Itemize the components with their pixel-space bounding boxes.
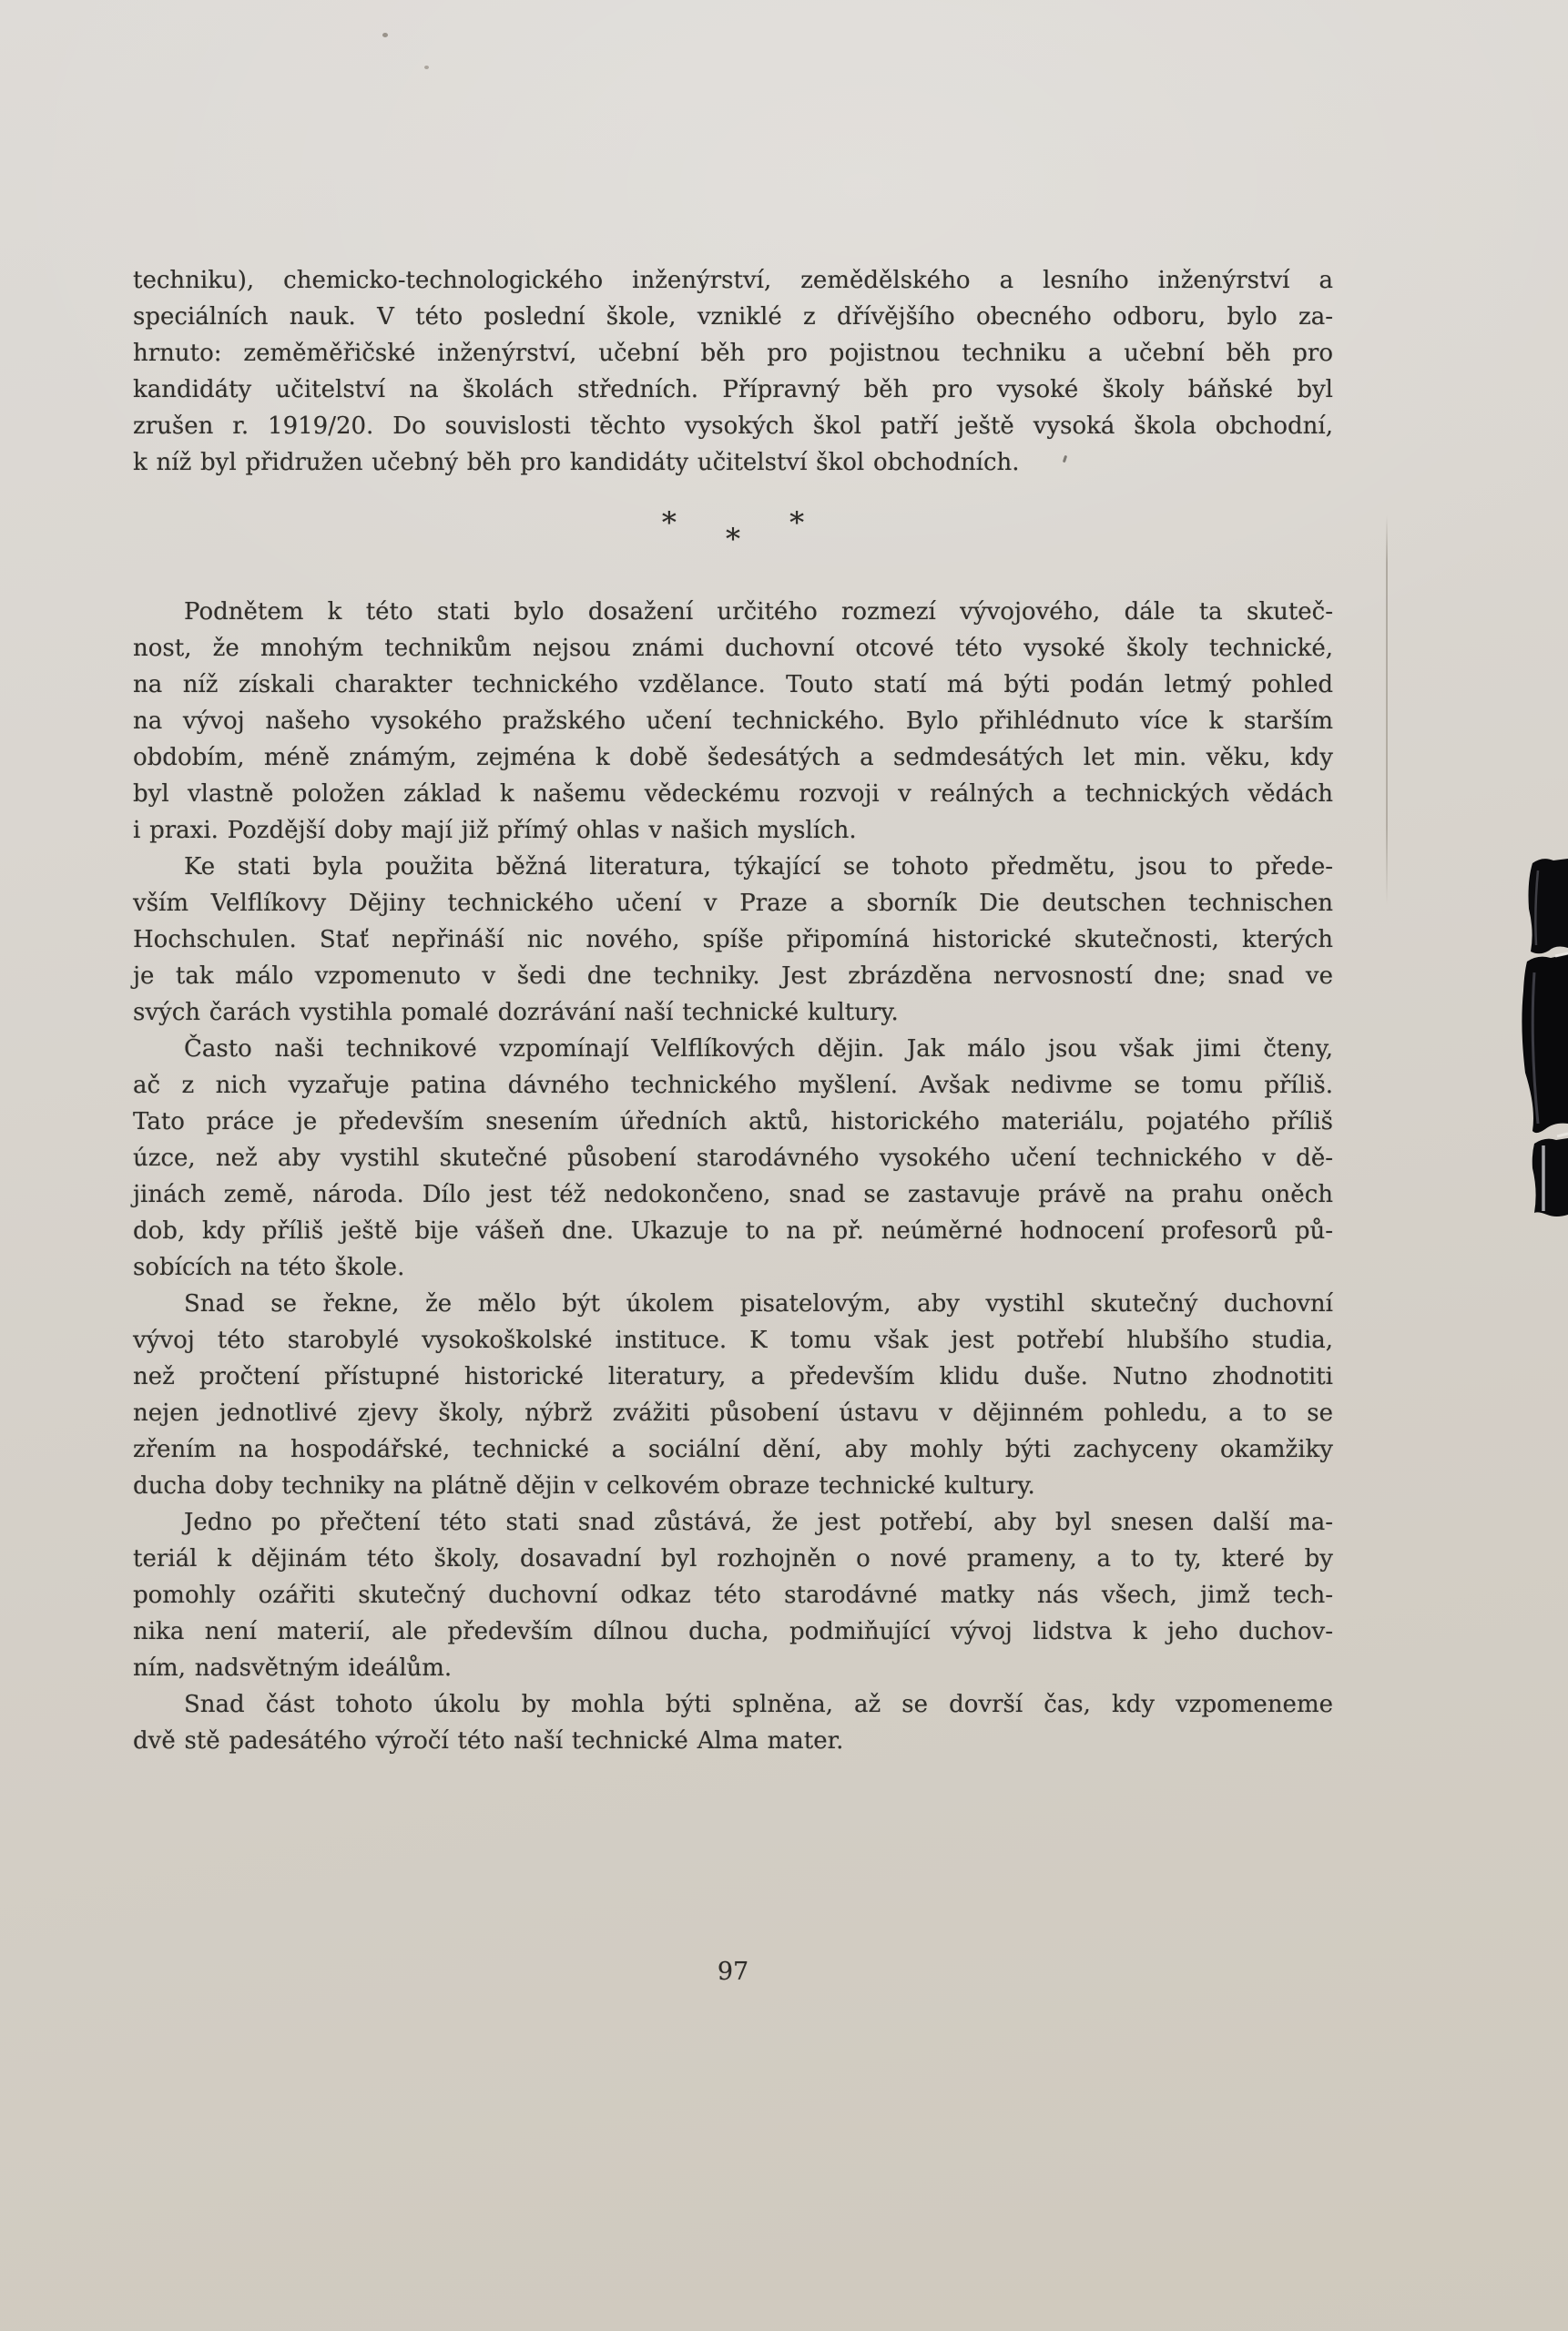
text-line: hrnuto: zeměměřičské inženýrství, učební běh pro pojistnou techniku a učební běh pro <box>133 340 1333 367</box>
text-line: k níž byl přidružen učebný běh pro kandidáty učitelství škol obchodních. <box>133 449 1020 476</box>
text-line: dvě stě padesátého výročí této naší technické Alma mater. <box>133 1727 844 1755</box>
text-line: obdobím, méně známým, zejména k době šedesátých a sedmdesátých let min. věku, kdy <box>133 744 1333 771</box>
text-line: ač z nich vyzařuje patina dávného technického myšlení. Avšak nedivme se tomu příliš. <box>133 1072 1333 1099</box>
paper-speck <box>424 66 429 69</box>
text-line: pomohly ozářiti skutečný duchovní odkaz této starodávné matky nás všech, jimž tech- <box>133 1582 1333 1609</box>
section-separator <box>133 481 1333 594</box>
text-line: Ke stati byla použita běžná literatura, týkající se tohoto předmětu, jsou to přede- <box>184 853 1333 880</box>
text-line: ducha doby techniky na plátně dějin v celkovém obraze technické kultury. <box>133 1472 1035 1500</box>
page-number: 97 <box>717 1958 749 1986</box>
binder-clip <box>1515 854 1568 1218</box>
text-line: vývoj této starobylé vysokoškolské instituce. K tomu však jest potřebí hlubšího studia, <box>133 1327 1333 1354</box>
text-line: techniku), chemicko-technologického inženýrství, zemědělského a lesního inženýrství a <box>133 267 1333 294</box>
text-line: teriál k dějinám této školy, dosavadní byl rozhojněn o nové prameny, a to ty, které by <box>133 1545 1333 1573</box>
asterisk: * <box>661 505 677 540</box>
text-line: svých čarách vystihla pomalé dozrávání naší technické kultury. <box>133 999 899 1026</box>
text-line: než pročtení přístupné historické literatury, a především klidu duše. Nutno zhodnotiti <box>133 1363 1333 1390</box>
text-line: na vývoj našeho vysokého pražského učení technického. Bylo přihlédnuto více k starším <box>133 707 1333 735</box>
text-line: zrušen r. 1919/20. Do souvislosti těchto vysokých škol patří ještě vysoká škola obchodní, <box>133 412 1333 440</box>
text-line: byl vlastně položen základ k našemu vědeckému rozvoji v reálných a technických vědách <box>133 780 1333 808</box>
paragraph <box>133 849 1333 1031</box>
asterisk: * <box>726 522 740 556</box>
text-line: dob, kdy příliš ještě bije vášeň dne. Ukazuje to na př. neúměrné hodnocení profesorů pů- <box>133 1217 1333 1245</box>
paper-speck <box>382 33 388 37</box>
text-line: na níž získali charakter technického vzdělance. Touto statí má býti podán letmý pohled <box>133 671 1333 698</box>
text-line: ním, nadsvětným ideálům. <box>133 1654 453 1682</box>
text-line: sobících na této škole. <box>133 1254 405 1281</box>
text-line: Jedno po přečtení této stati snad zůstává, že jest potřebí, aby byl snesen další ma- <box>184 1509 1333 1536</box>
paragraph <box>133 594 1333 849</box>
text-line: zřením na hospodářské, technické a sociální dění, aby mohly býti zachyceny okamžiky <box>133 1436 1333 1463</box>
text-line: nost, že mnohým technikům nejsou známi duchovní otcové této vysoké školy technické, <box>133 635 1333 662</box>
text-line: i praxi. Pozdější doby mají již přímý ohlas v našich myslích. <box>133 817 857 844</box>
text-line: je tak málo vzpomenuto v šedi dne techniky. Jest zbrázděna nervosností dne; snad ve <box>133 962 1333 990</box>
text-line: úzce, než aby vystihl skutečné působení starodávného vysokého učení technického v dě- <box>133 1145 1333 1172</box>
paragraph <box>133 1504 1333 1686</box>
paragraph <box>133 262 1333 481</box>
text-line: Tato práce je především snesením úředních aktů, historického materiálu, pojatého příliš <box>133 1108 1333 1135</box>
text-line: nejen jednotlivé zjevy školy, nýbrž zvážiti působení ústavu v dějinném pohledu, a to se <box>133 1400 1333 1427</box>
binder-clip-graphic <box>1515 854 1568 1218</box>
paper-crease <box>1386 515 1388 905</box>
asterisk: * <box>789 505 805 540</box>
text-line: jinách země, národa. Dílo jest též nedokončeno, snad se zastavuje právě na prahu oněch <box>133 1181 1333 1208</box>
text-line: Snad se řekne, že mělo být úkolem pisatelovým, aby vystihl skutečný duchovní <box>184 1290 1333 1318</box>
text-line: Hochschulen. Stať nepřináší nic nového, spíše připomíná historické skutečnosti, kterých <box>133 926 1333 953</box>
text-line: Podnětem k této stati bylo dosažení určitého rozmezí vývojového, dále ta skuteč- <box>184 598 1333 626</box>
text-line: nika není materií, ale především dílnou ducha, podmiňující vývoj lidstva k jeho duchov- <box>133 1618 1333 1645</box>
text-line: speciálních nauk. V této poslední škole, vzniklé z dřívějšího obecného odboru, bylo za- <box>133 303 1333 331</box>
paragraph <box>133 1031 1333 1286</box>
text-line: Často naši technikové vzpomínají Velflíkových dějin. Jak málo jsou však jimi čteny, <box>184 1035 1333 1063</box>
paragraph <box>133 1686 1333 1759</box>
text-line: Snad část tohoto úkolu by mohla býti splněna, až se dovrší čas, kdy vzpomeneme <box>184 1691 1333 1718</box>
text-line: kandidáty učitelství na školách středních. Přípravný běh pro vysoké školy báňské byl <box>133 376 1333 403</box>
paragraph <box>133 1286 1333 1504</box>
text-block <box>133 262 1333 1759</box>
text-line: vším Velflíkovy Dějiny technického učení v Praze a sborník Die deutschen technischen <box>133 890 1333 917</box>
